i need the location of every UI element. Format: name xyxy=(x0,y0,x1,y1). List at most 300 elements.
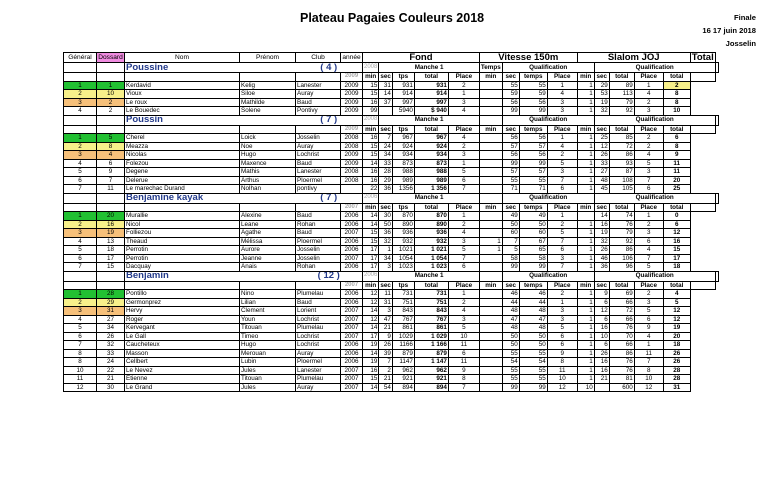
rank-general: 2 xyxy=(64,298,97,307)
bib-number: 4 xyxy=(97,151,125,160)
slalom-min: 1 xyxy=(577,349,594,358)
blank-cell xyxy=(690,73,715,82)
vitesse-sec: 47 xyxy=(502,315,519,324)
fond-place: 6 xyxy=(448,263,479,272)
vitesse-sec: 50 xyxy=(502,332,519,341)
vitesse-min xyxy=(479,358,502,367)
bib-number: 18 xyxy=(97,246,125,255)
sub-total: total xyxy=(414,203,448,212)
group-year-from: 2008 xyxy=(363,63,379,73)
rank-general: 8 xyxy=(64,358,97,367)
sub-min: min xyxy=(479,125,502,134)
athlete-prenom: Mathis xyxy=(240,168,296,177)
fond-tps: 870 xyxy=(392,212,414,221)
vitesse-sec: 55 xyxy=(502,81,519,90)
group-title-row xyxy=(64,63,719,73)
col-nom: Nom xyxy=(125,53,240,63)
general-blank xyxy=(64,271,97,281)
sub-tps: tps xyxy=(392,281,414,290)
slalom-total: 92 xyxy=(609,237,634,246)
table-row xyxy=(64,383,719,392)
slalom-sec: 29 xyxy=(594,81,609,90)
total-points: 26 xyxy=(663,358,690,367)
athlete-prenom: Kelig xyxy=(240,81,296,90)
slalom-sec: 53 xyxy=(594,90,609,99)
fond-temps xyxy=(479,271,502,281)
athlete-prenom: Jules xyxy=(240,366,296,375)
vitesse-sec: 56 xyxy=(502,98,519,107)
fond-total: 988 xyxy=(414,168,448,177)
vitesse-min xyxy=(479,375,502,384)
fond-sec: 54 xyxy=(379,383,393,392)
vitesse-temps: 55 xyxy=(519,366,547,375)
fond-min: 14 xyxy=(363,307,379,316)
vitesse-temps: 99 xyxy=(519,107,547,116)
athlete-nom: Le roux xyxy=(125,98,240,107)
rank-general: 1 xyxy=(64,81,97,90)
total-points: 18 xyxy=(663,263,690,272)
sub-tps: tps xyxy=(392,73,414,82)
total-points: 11 xyxy=(663,168,690,177)
athlete-year: 2007 xyxy=(341,375,363,384)
slalom-place: 4 xyxy=(634,90,663,99)
athlete-prenom: Solene xyxy=(240,107,296,116)
athlete-prenom: Arthus xyxy=(240,176,296,185)
results-table xyxy=(63,52,719,392)
fond-sec: 33 xyxy=(379,159,393,168)
sub-min: min xyxy=(479,203,502,212)
vitesse-place: 3 xyxy=(547,168,577,177)
vitesse-place: 6 xyxy=(547,332,577,341)
athlete-year: 2007 xyxy=(341,307,363,316)
athlete-year: 2009 xyxy=(341,98,363,107)
fond-min: 16 xyxy=(363,168,379,177)
athlete-year: 2009 xyxy=(341,81,363,90)
fond-manche: Manche 1 xyxy=(379,193,480,203)
fond-sec: 30 xyxy=(379,212,393,221)
fond-total: 843 xyxy=(414,307,448,316)
athlete-nom: Roger xyxy=(125,315,240,324)
group-year-from: 2006 xyxy=(363,271,379,281)
slalom-place: 11 xyxy=(634,349,663,358)
athlete-year: 2008 xyxy=(341,134,363,143)
table-row xyxy=(64,307,719,316)
athlete-nom: Kerdavid xyxy=(125,81,240,90)
athlete-club: Auray xyxy=(296,383,341,392)
slalom-sec: 19 xyxy=(594,229,609,238)
fond-manche: Manche 1 xyxy=(379,115,480,125)
vitesse-sec: 99 xyxy=(502,383,519,392)
sub-place: Place xyxy=(448,281,479,290)
fond-min: 12 xyxy=(363,298,379,307)
vitesse-temps: 99 xyxy=(519,263,547,272)
slalom-total: 92 xyxy=(609,107,634,116)
event-date: 16 17 juin 2018 xyxy=(702,26,756,35)
fond-manche: Manche 1 xyxy=(379,63,480,73)
vitesse-sec: 99 xyxy=(502,107,519,116)
slalom-place: 5 xyxy=(634,263,663,272)
athlete-club: Josselin xyxy=(296,254,341,263)
vitesse-temps: 99 xyxy=(519,383,547,392)
fond-sec: 34 xyxy=(379,254,393,263)
fond-place: 2 xyxy=(448,142,479,151)
fond-sec: 34 xyxy=(379,151,393,160)
slalom-total: 74 xyxy=(609,212,634,221)
vitesse-place: 6 xyxy=(547,246,577,255)
group-count: ( 7 ) xyxy=(296,193,363,203)
athlete-year: 2009 xyxy=(341,151,363,160)
col-vitesse: Vitesse 150m xyxy=(479,53,577,63)
bib-number: 27 xyxy=(97,315,125,324)
sub-temps: temps xyxy=(519,281,547,290)
slalom-min: 1 xyxy=(577,237,594,246)
slalom-place: 3 xyxy=(634,168,663,177)
total-points: 28 xyxy=(663,366,690,375)
slalom-total: 72 xyxy=(609,142,634,151)
subheader-row xyxy=(64,125,719,134)
group-count: ( 4 ) xyxy=(296,63,363,73)
sub-min: min xyxy=(363,203,379,212)
fond-tps: 967 xyxy=(392,134,414,143)
group-name: Benjamine kayak xyxy=(125,193,296,203)
athlete-year: 2007 xyxy=(341,324,363,333)
slalom-total: 600 xyxy=(609,383,634,392)
slalom-place: 5 xyxy=(634,159,663,168)
total-points: 9 xyxy=(663,151,690,160)
vitesse-sec: 71 xyxy=(502,185,519,194)
athlete-prenom: Mélissa xyxy=(240,237,296,246)
table-row xyxy=(64,349,719,358)
blank-cell xyxy=(690,203,715,212)
dossard-blank xyxy=(97,193,125,203)
sub-sec: sec xyxy=(502,203,519,212)
group-year-from: 2006 xyxy=(363,193,379,203)
fond-min: 17 xyxy=(363,246,379,255)
fond-min: 15 xyxy=(363,375,379,384)
vitesse-min xyxy=(479,142,502,151)
fond-min: 17 xyxy=(363,332,379,341)
slalom-place: 10 xyxy=(634,375,663,384)
blank-cell xyxy=(64,281,97,290)
vitesse-min xyxy=(479,98,502,107)
table-row xyxy=(64,176,719,185)
slalom-total: 66 xyxy=(609,341,634,350)
vitesse-temps: 48 xyxy=(519,307,547,316)
rank-general: 1 xyxy=(64,290,97,299)
table-row xyxy=(64,81,719,90)
slalom-total: 76 xyxy=(609,324,634,333)
fond-sec: 9 xyxy=(379,332,393,341)
slalom-total: 86 xyxy=(609,151,634,160)
vitesse-temps: 55 xyxy=(519,375,547,384)
slalom-min: 1 xyxy=(577,307,594,316)
total-points: 20 xyxy=(663,176,690,185)
total-blank xyxy=(715,63,718,73)
bib-number: 11 xyxy=(97,185,125,194)
slalom-sec: 12 xyxy=(594,142,609,151)
athlete-prenom: Leane xyxy=(240,220,296,229)
slalom-place: 4 xyxy=(634,332,663,341)
sub-total: total xyxy=(414,125,448,134)
vitesse-temps: 46 xyxy=(519,290,547,299)
sub-total: total xyxy=(609,203,634,212)
group-year-to: 2007 xyxy=(341,203,363,212)
fond-sec: 31 xyxy=(379,298,393,307)
fond-sec: 37 xyxy=(379,98,393,107)
blank-cell xyxy=(690,125,715,134)
general-blank xyxy=(64,115,97,125)
fond-min: 15 xyxy=(363,90,379,99)
vitesse-place: 12 xyxy=(547,383,577,392)
athlete-year: 2008 xyxy=(341,176,363,185)
bib-number: 15 xyxy=(97,263,125,272)
athlete-year: 2009 xyxy=(341,107,363,116)
vitesse-temps: 59 xyxy=(519,90,547,99)
vitesse-min xyxy=(479,134,502,143)
athlete-prenom: Clement xyxy=(240,307,296,316)
athlete-club: Ploermel xyxy=(296,358,341,367)
vitesse-place: 1 xyxy=(547,298,577,307)
vitesse-min xyxy=(479,159,502,168)
slalom-place: 7 xyxy=(634,176,663,185)
vitesse-place: 2 xyxy=(547,151,577,160)
slalom-place: 5 xyxy=(634,307,663,316)
table-row xyxy=(64,212,719,221)
bib-number: 8 xyxy=(97,142,125,151)
fond-total: 936 xyxy=(414,229,448,238)
vitesse-min xyxy=(479,366,502,375)
col-prenom: Prénom xyxy=(240,53,296,63)
fond-tps: 5940 xyxy=(392,107,414,116)
slalom-place: 2 xyxy=(634,134,663,143)
sub-min: min xyxy=(479,73,502,82)
page-title: Plateau Pagaies Couleurs 2018 xyxy=(300,11,485,25)
vitesse-sec: 57 xyxy=(502,168,519,177)
fond-total: 1 356 xyxy=(414,185,448,194)
slalom-total: 86 xyxy=(609,349,634,358)
vitesse-sec: 48 xyxy=(502,324,519,333)
bib-number: 16 xyxy=(97,220,125,229)
fond-sec: 36 xyxy=(379,229,393,238)
fond-place: 7 xyxy=(448,383,479,392)
athlete-year: 2006 xyxy=(341,358,363,367)
table-row xyxy=(64,107,719,116)
slalom-sec: 10 xyxy=(594,332,609,341)
blank-cell xyxy=(64,73,97,82)
table-row xyxy=(64,315,719,324)
slalom-place: 3 xyxy=(634,229,663,238)
table-row xyxy=(64,246,719,255)
fond-total: 879 xyxy=(414,349,448,358)
sub-tps: tps xyxy=(392,203,414,212)
vitesse-min xyxy=(479,383,502,392)
table-row xyxy=(64,341,719,350)
table-row xyxy=(64,229,719,238)
rank-general: 4 xyxy=(64,315,97,324)
fond-sec: 21 xyxy=(379,324,393,333)
total-points: 12 xyxy=(663,307,690,316)
vitesse-place: 5 xyxy=(547,229,577,238)
athlete-year: 2007 xyxy=(341,383,363,392)
athlete-year: 2007 xyxy=(341,315,363,324)
sub-total: total xyxy=(663,203,690,212)
vitesse-sec: 55 xyxy=(502,349,519,358)
vitesse-min xyxy=(479,332,502,341)
slalom-sec: 16 xyxy=(594,358,609,367)
blank-cell xyxy=(296,125,341,134)
fond-tps: 1166 xyxy=(392,341,414,350)
slalom-place: 3 xyxy=(634,298,663,307)
fond-total: 873 xyxy=(414,159,448,168)
vitesse-place: 3 xyxy=(547,107,577,116)
vitesse-sec: 46 xyxy=(502,290,519,299)
fond-place: 5 xyxy=(448,246,479,255)
vitesse-place: 7 xyxy=(547,263,577,272)
slalom-sec: 32 xyxy=(594,237,609,246)
fond-tps: 1021 xyxy=(392,246,414,255)
fond-place: 1 xyxy=(448,212,479,221)
fond-tps: 924 xyxy=(392,142,414,151)
vitesse-temps: 55 xyxy=(519,81,547,90)
vitesse-place: 2 xyxy=(547,290,577,299)
athlete-year: 2009 xyxy=(341,159,363,168)
general-blank xyxy=(64,63,97,73)
fond-place: 5 xyxy=(448,324,479,333)
vitesse-place: 1 xyxy=(547,81,577,90)
athlete-prenom: Titouan xyxy=(240,375,296,384)
fond-place: 4 xyxy=(448,307,479,316)
fond-min: 14 xyxy=(363,324,379,333)
athlete-prenom: Loick xyxy=(240,134,296,143)
blank-cell xyxy=(125,281,240,290)
athlete-nom: Cellbert xyxy=(125,358,240,367)
fond-min: 14 xyxy=(363,159,379,168)
athlete-club: Plumelau xyxy=(296,375,341,384)
athlete-prenom: Jeanne xyxy=(240,254,296,263)
athlete-prenom: Titouan xyxy=(240,324,296,333)
athlete-year: 2006 xyxy=(341,237,363,246)
vitesse-place: 3 xyxy=(547,315,577,324)
fond-tps: 861 xyxy=(392,324,414,333)
total-points: 5 xyxy=(663,298,690,307)
fond-tps: 894 xyxy=(392,383,414,392)
col-slalom: Slalom JOJ xyxy=(577,53,690,63)
bib-number: 28 xyxy=(97,290,125,299)
fond-min: 99 xyxy=(363,107,379,116)
slalom-sec: 25 xyxy=(594,134,609,143)
athlete-nom: Le marechac Durand xyxy=(125,185,240,194)
athlete-prenom: Youn xyxy=(240,315,296,324)
table-row xyxy=(64,237,719,246)
slalom-sec: 14 xyxy=(594,212,609,221)
fond-place: 3 xyxy=(448,151,479,160)
fond-tps: 843 xyxy=(392,307,414,316)
slalom-sec xyxy=(594,383,609,392)
vitesse-sec: 99 xyxy=(502,159,519,168)
rank-general: 3 xyxy=(64,229,97,238)
athlete-year: 2006 xyxy=(341,349,363,358)
slalom-min: 1 xyxy=(577,142,594,151)
vitesse-qualification: Qualification xyxy=(502,115,594,125)
table-row xyxy=(64,134,719,143)
fond-place: 7 xyxy=(448,254,479,263)
slalom-total: 81 xyxy=(609,375,634,384)
fond-place: 6 xyxy=(448,349,479,358)
fond-tps: 1023 xyxy=(392,263,414,272)
fond-total: 931 xyxy=(414,81,448,90)
slalom-total: 70 xyxy=(609,332,634,341)
vitesse-min xyxy=(479,290,502,299)
rank-general: 5 xyxy=(64,168,97,177)
fond-sec: 36 xyxy=(379,185,393,194)
vitesse-min xyxy=(479,324,502,333)
athlete-club: Josselin xyxy=(296,246,341,255)
athlete-nom: Perrotin xyxy=(125,246,240,255)
vitesse-min xyxy=(479,349,502,358)
fond-tps: 751 xyxy=(392,298,414,307)
slalom-place: 4 xyxy=(634,151,663,160)
group-count: ( 12 ) xyxy=(296,271,363,281)
athlete-club: Baud xyxy=(296,98,341,107)
total-points: 28 xyxy=(663,375,690,384)
bib-number: 2 xyxy=(97,98,125,107)
athlete-club: Auray xyxy=(296,142,341,151)
fond-min: 14 xyxy=(363,383,379,392)
slalom-qualification: Qualification xyxy=(594,115,715,125)
fond-temps: Temps xyxy=(480,63,501,71)
vitesse-min xyxy=(479,176,502,185)
slalom-total: 66 xyxy=(609,315,634,324)
slalom-total: 105 xyxy=(609,185,634,194)
slalom-total: 93 xyxy=(609,159,634,168)
total-points: 16 xyxy=(663,237,690,246)
athlete-club: Baud xyxy=(296,159,341,168)
fond-tps: 921 xyxy=(392,375,414,384)
athlete-year: 2009 xyxy=(341,90,363,99)
blank-cell xyxy=(64,203,97,212)
athlete-club: Plumelau xyxy=(296,290,341,299)
athlete-year: 2007 xyxy=(341,332,363,341)
slalom-place: 2 xyxy=(634,220,663,229)
bib-number: 9 xyxy=(97,168,125,177)
sub-place: Place xyxy=(634,73,663,82)
athlete-club: Auray xyxy=(296,349,341,358)
vitesse-sec: 49 xyxy=(502,212,519,221)
athlete-club: Plumelau xyxy=(296,324,341,333)
slalom-sec: 16 xyxy=(594,220,609,229)
table-row xyxy=(64,98,719,107)
total-points: 8 xyxy=(663,98,690,107)
vitesse-sec: 55 xyxy=(502,375,519,384)
vitesse-qualification: Qualification xyxy=(502,271,594,281)
fond-tps: 962 xyxy=(392,366,414,375)
slalom-min: 1 xyxy=(577,375,594,384)
slalom-min: 1 xyxy=(577,159,594,168)
fond-total: 989 xyxy=(414,176,448,185)
sub-sec: sec xyxy=(502,125,519,134)
table-row xyxy=(64,254,719,263)
sub-min: min xyxy=(577,203,594,212)
total-points: 12 xyxy=(663,229,690,238)
bib-number: 26 xyxy=(97,332,125,341)
fond-sec: 28 xyxy=(379,168,393,177)
sub-total: total xyxy=(609,281,634,290)
vitesse-sec: 57 xyxy=(502,142,519,151)
total-points: 25 xyxy=(663,185,690,194)
sub-place: Place xyxy=(448,203,479,212)
sub-total: total xyxy=(663,125,690,134)
group-year-to: 2007 xyxy=(341,281,363,290)
